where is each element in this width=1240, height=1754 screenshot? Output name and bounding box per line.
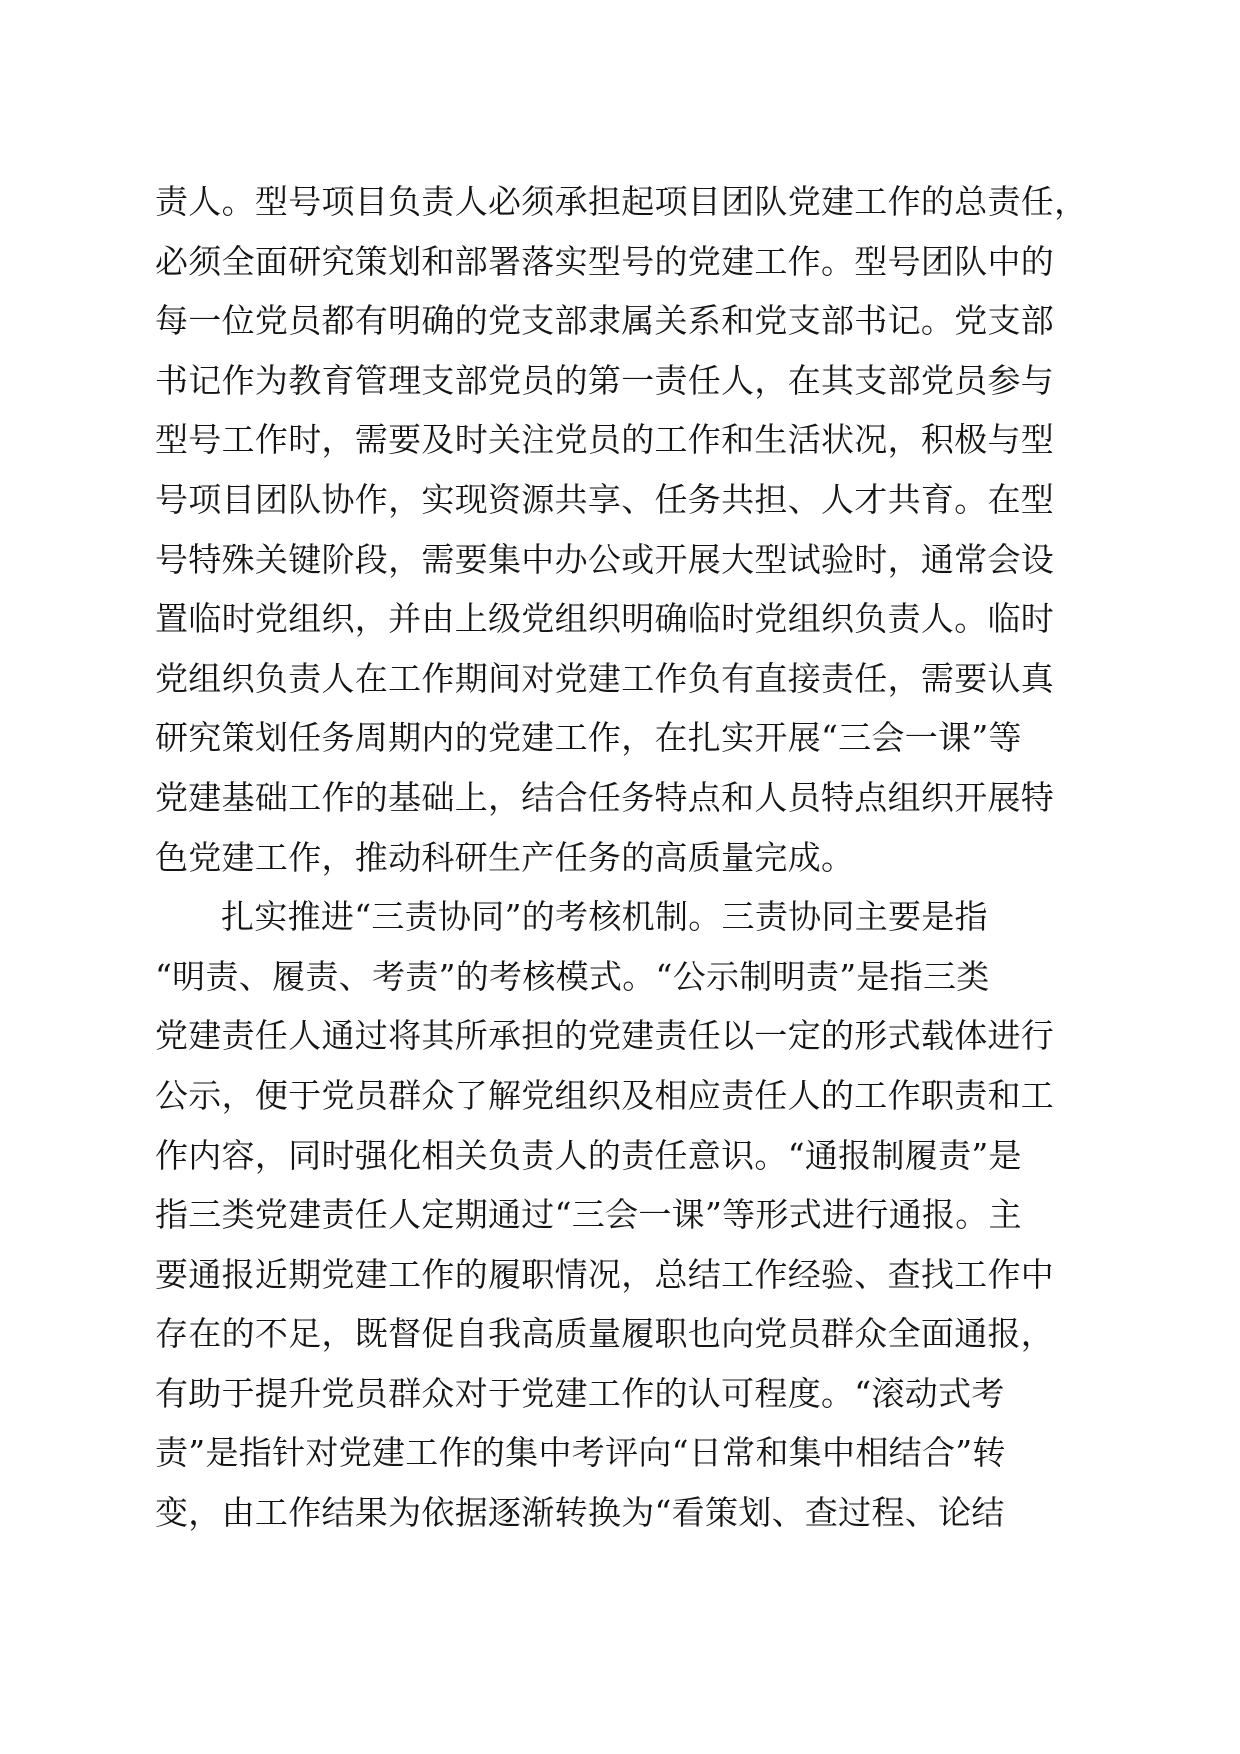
text-line: 指三类党建责任人定期通过“三会一课”等形式进行通报。主	[155, 1195, 1022, 1235]
text-line: 型号工作时，需要及时关注党员的工作和生活状况，积极与型	[155, 420, 1055, 460]
text-line: 作内容，同时强化相关负责人的责任意识。“通报制履责”是	[155, 1135, 1022, 1175]
text-line: 书记作为教育管理支部党员的第一责任人，在其支部党员参与	[155, 360, 1055, 400]
text-line: 研究策划任务周期内的党建工作，在扎实开展“三会一课”等	[155, 718, 1022, 758]
text-line: 色党建工作，推动科研生产任务的高质量完成。	[155, 837, 855, 877]
text-line: 党建责任人通过将其所承担的党建责任以一定的形式载体进行	[155, 1016, 1055, 1056]
text-line: 存在的不足，既督促自我高质量履职也向党员群众全面通报，	[155, 1314, 1055, 1354]
text-line: 责”是指针对党建工作的集中考评向“日常和集中相结合”转	[155, 1433, 1006, 1473]
paragraph-2	[155, 887, 1090, 1543]
text-line: 必须全面研究策划和部署落实型号的党建工作。型号团队中的	[155, 241, 1055, 281]
text-line: 有助于提升党员群众对于党建工作的认可程度。“滚动式考	[155, 1373, 1005, 1413]
text-line: 变，由工作结果为依据逐渐转换为“看策划、查过程、论结	[155, 1493, 1005, 1533]
text-line: 号项目团队协作，实现资源共享、任务共担、人才共育。在型	[155, 479, 1055, 519]
text-line: 责人。型号项目负责人必须承担起项目团队党建工作的总责任，	[155, 182, 1088, 221]
text-line: 公示，便于党员群众了解党组织及相应责任人的工作职责和工	[155, 1075, 1055, 1115]
text-line: 党建基础工作的基础上，结合任务特点和人员特点组织开展特	[155, 777, 1055, 817]
text-line-first: 扎实推进“三责协同”的考核机制。三责协同主要是指	[221, 897, 988, 937]
text-line: 要通报近期党建工作的履职情况，总结工作经验、查找工作中	[155, 1254, 1055, 1294]
text-line: 党组织负责人在工作期间对党建工作负有直接责任，需要认真	[155, 658, 1055, 698]
paragraph-1	[155, 172, 1090, 887]
text-line: “明责、履责、考责”的考核模式。“公示制明责”是指三类	[155, 956, 990, 996]
text-line: 号特殊关键阶段，需要集中办公或开展大型试验时，通常会设	[155, 539, 1055, 579]
text-line: 每一位党员都有明确的党支部隶属关系和党支部书记。党支部	[155, 301, 1055, 341]
text-line: 置临时党组织，并由上级党组织明确临时党组织负责人。临时	[155, 599, 1055, 639]
document-body	[155, 172, 1090, 1543]
